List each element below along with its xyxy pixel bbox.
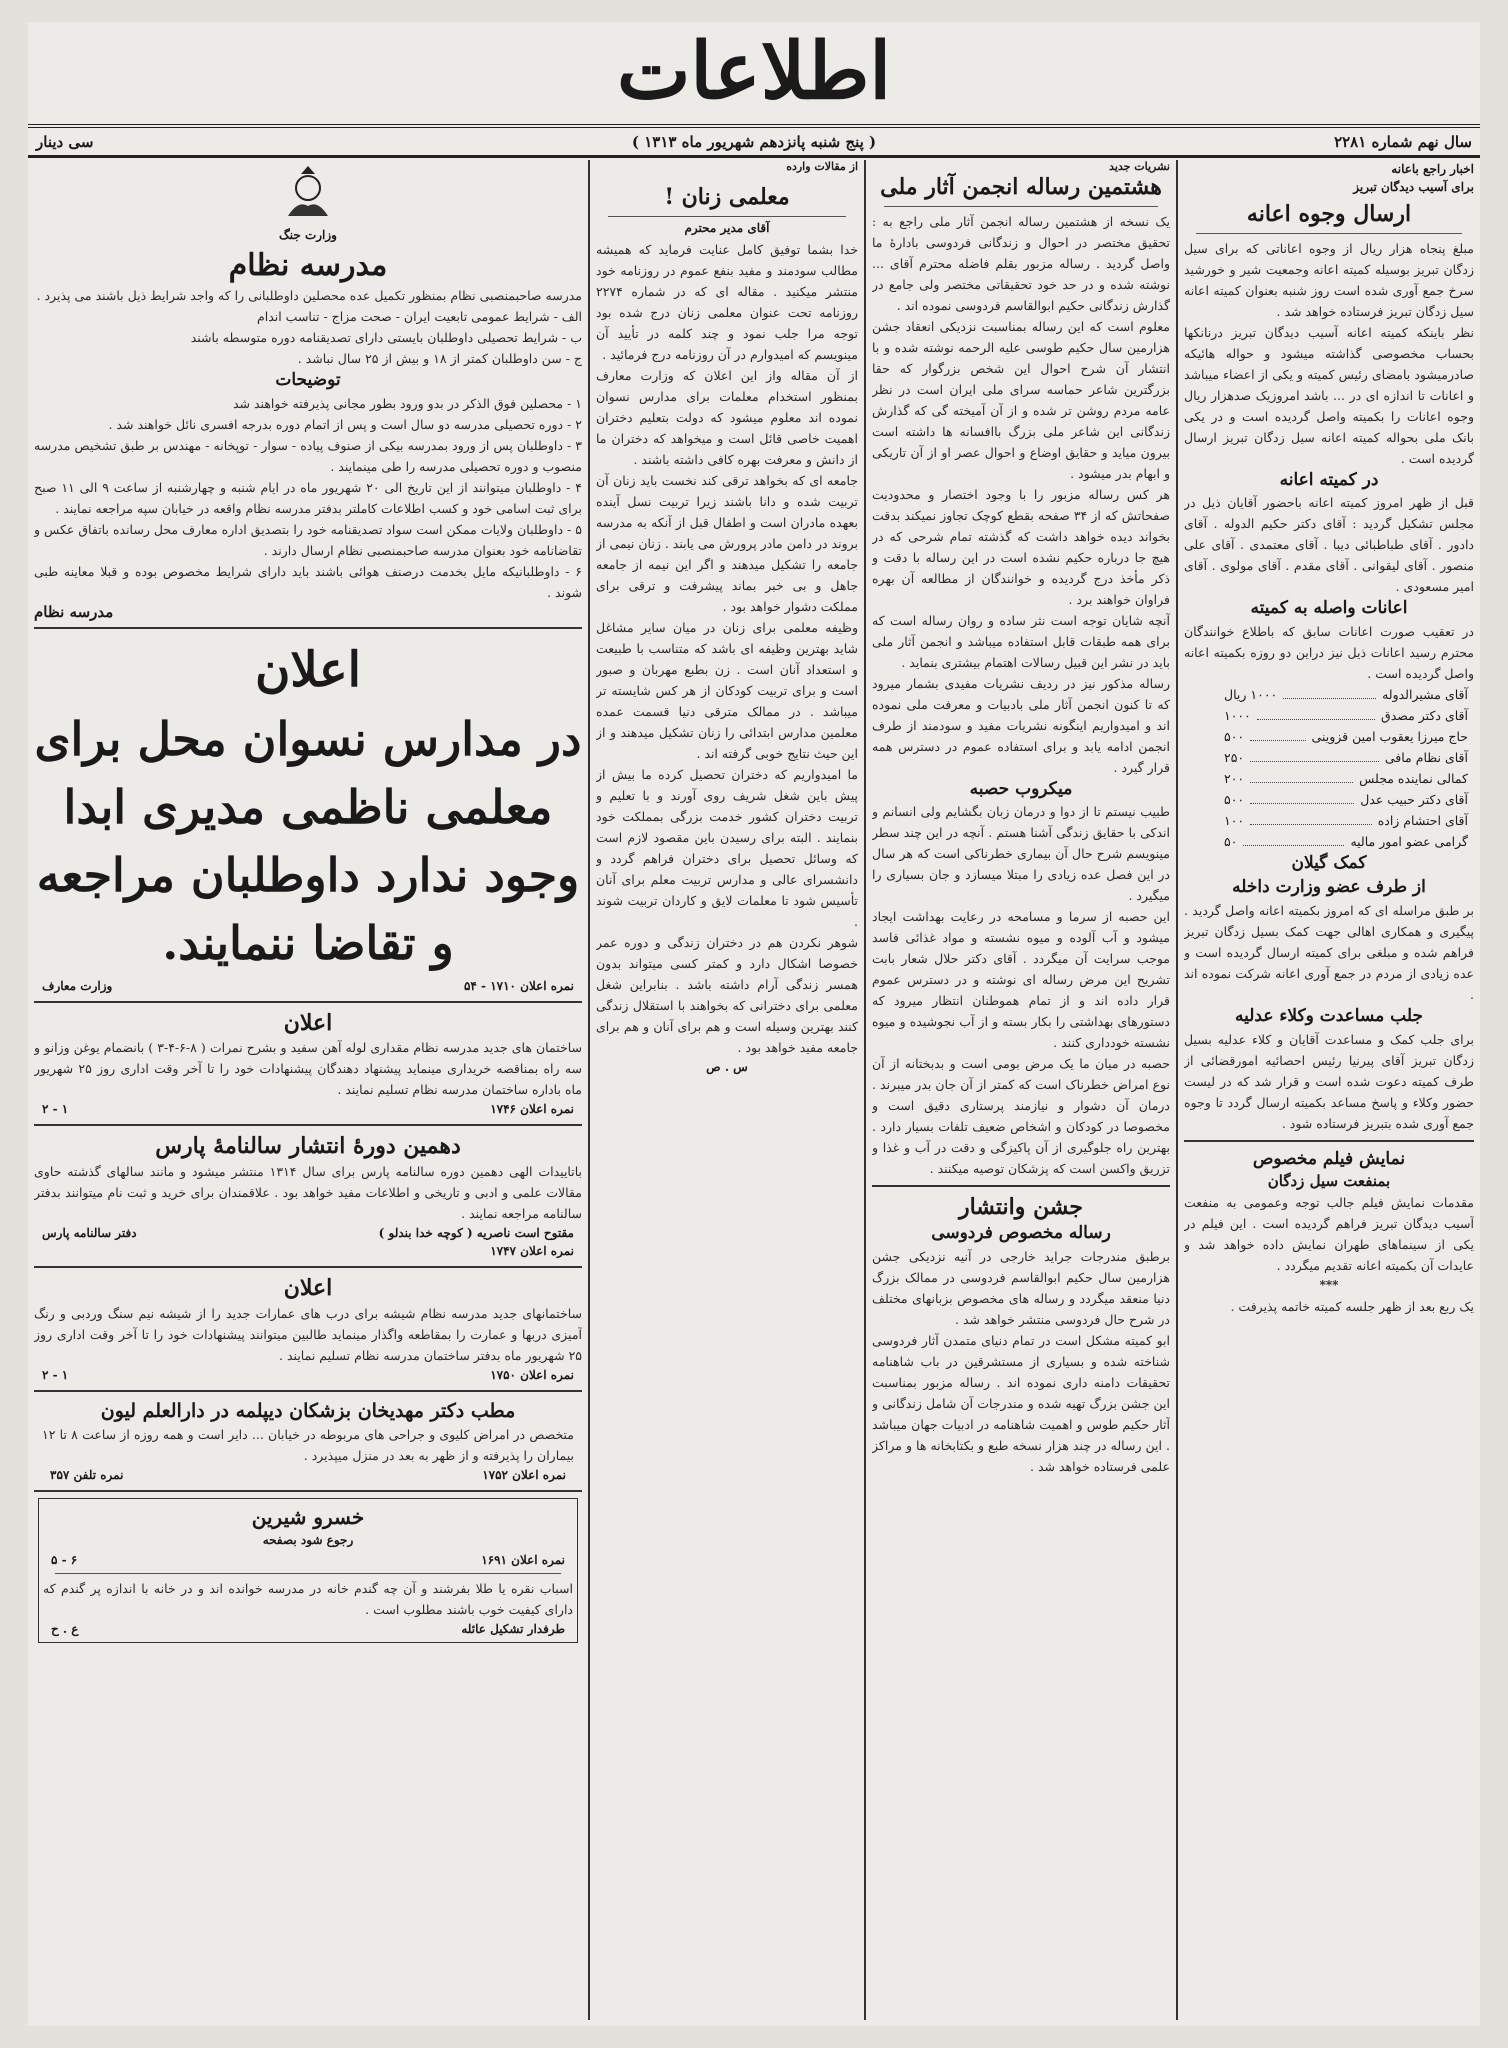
donor-name: آقای نظام مافی <box>1384 750 1468 766</box>
ad1-footer <box>34 977 582 995</box>
doctor-ad-body: متخصص در امراض کلیوی و جراحی های مربوطه در خیابان ... دایر است و همه روزه از ساعت ۸ تا ۱۲ بیماران را پذیرفته و از ظهر به بعد در منزل میپذیرد . <box>42 1427 575 1464</box>
divider <box>34 1124 582 1126</box>
typhoid-body-3: حصبه در میان ما یک مرض بومی است و بدبختانه از آن نوع امراض خطرناک است که کمتر از آن جان بدر میبرند . درمان آن دشوار و نیازمند پرستاری دقیق است و مخصوصا در کودکان و اشخاص ضعیف تلفات بسیار دارد . بهترین راه جلوگیری از آن پاکیزگی و دقت در آب و غذا و تزریق واکسن است که پزشکان توصیه میکنند . <box>872 1056 1170 1177</box>
ad2-code: ۱ - ۲ <box>42 1102 69 1117</box>
mini-ad1-sub: رجوع شود بصفحه <box>262 1533 354 1548</box>
military-cond-2: ب - شرایط تحصیلی داوطلبان بایستی دارای تصدیقنامه دوره متوسطه باشند <box>190 330 582 345</box>
dateline <box>28 124 1480 158</box>
military-intro: مدرسه صاحبمنصبی نظام بمنظور تکمیل عده محصلین داوطلبانی را که واجد شرایط ذیل باشند می پذیرد . <box>36 288 582 303</box>
military-note-5: ۵ - داوطلبان ولایات ممکن است سواد تصدیقنامه خود را بتصدیق اداره معارف محل رسانده باتفاق عکس و تقاضانامه خود بعنوان مدرسه صاحبمنصبی نظام ارسال دارند . <box>34 521 582 558</box>
military-note-2: ۲ - دوره تحصیلی مدرسه دو سال است و پس از اتمام دوره بدرجه افسری نائل خواهند شد . <box>108 416 582 432</box>
mini-ad2-footer <box>43 1620 573 1638</box>
ferdowsi-body-2: ابو کمیته مشکل است در تمام دنیای متمدن آثار فردوسی شناخته شده و بسیاری از مستشرقین در باب شاهنامه تحقیقات دامنه داری نموده اند . رساله مزبور بمناسبت این جشن بزرگ تهیه شده و مندرجات آن شامل زندگانی و آثار حکیم طوس و اهمیت شاهنامه در ادبیات جهان میباشد . این رساله در چند هزار نسخه طبع و بکتابخانه ها و مراکز علمی فرستاده خواهد شد . <box>872 1332 1170 1474</box>
letter-body-3: جامعه ای که بخواهد ترقی کند نخست باید زنان آن تربیت شده و دانا باشند زیرا تربیت نسل آینده بعهده مادران است و اطفال قبل از آنکه به مدرسه بروند در دامن مادر پرورش می یابند . زنان نیمی از جامعه را تشکیل میدهند و اگر این نیمه از جامعه جاهل و بی خبر بماند پیشرفت و ترقی برای مملکت دشوار خواهد بود . <box>596 472 858 614</box>
ad3-body: باتاییدات الهی دهمین دوره سالنامه پارس برای سال ۱۳۱۴ منتشر میشود و مانند سالهای گذشته حاوی مقالات علمی و ادبی و تاریخی و اطلاعات مفید خواهد بود . علاقمندان برای خرید و ثبت نام میتوانند بدفتر سالنامه مراجعه نمایند . <box>34 1163 582 1221</box>
section-subtag: برای آسیب دیدگان تبریز <box>1353 180 1474 194</box>
doctor-ad-heading: مطب دکتر مهدیخان بزشکان دیپلمه در دارالعلم لیون <box>100 1399 516 1422</box>
lion-sun-emblem-icon <box>273 166 343 226</box>
dot-leader <box>1250 726 1305 741</box>
letter-body-6: شوهر نکردن هم در دختران زندگی و دوره عمر خصوصا اشکال دارد و کمتر کسی میتواند بدون همسر زندگی آرام داشته باشد . بنابراین شغل معلمی برای دخترانی که بخواهند با استقلال زندگی کنند بهترین وسیله است و هم برای آنان و هم برای جامعه مفید خواهد بود . <box>596 934 858 1055</box>
donor-name: آقای احتشام زاده <box>1377 813 1468 829</box>
received-body: در تعقیب صورت اعانات سابق که باطلاع خوانندگان محترم رسید اعانات ذیل نیز دراین دو روزه بکمیته اعانه واصل گردیده است . <box>1184 624 1474 682</box>
donor-row <box>1184 789 1474 810</box>
dot-leader <box>1250 810 1372 825</box>
letter-signoff: س . ص <box>706 1059 748 1074</box>
divider <box>608 216 846 217</box>
ministry-label: وزارت جنگ <box>279 228 337 242</box>
film-body: مقدمات نمایش فیلم جالب توجه وعمومی به منفعت آسیب دیدگان تبریز فراهم گردیده است . این فیلم در یکی از سینماهای طهران نمایش داده خواهد شد و عایدات آن بکمیته اعانه تقدیم میگردد . <box>1184 1195 1474 1274</box>
donor-row <box>1184 768 1474 789</box>
donor-name: کمالی نماینده مجلس <box>1359 771 1468 787</box>
ad4-code: ۱ - ۲ <box>42 1367 69 1382</box>
ad4-body: ساختمانهای جدید مدرسه نظام شیشه برای درب های عمارات جدید را از شیشه نیم سنگ وردبی و رنگ آمیزی دربها و عمارت را بمقاطعه واگذار مینماید طالبین میتوانند پیشنهادات خود را تا آخر وقت اداری روز ۲۵ شهریور ماه بدفتر ساختمان مدرسه نظام تسلیم نمایند . <box>34 1305 582 1363</box>
donor-name: گرامی عضو امور مالیه <box>1350 834 1468 850</box>
interior-subheading: از طرف عضو وزارت داخله <box>1232 876 1426 897</box>
dot-leader <box>1250 789 1354 804</box>
publication-body-4: آنچه شایان توجه است نثر ساده و روان رساله است که برای همه طبقات قابل استفاده میباشد و انجمن آثار ملی باید در نشر این قبیل رسالات اهتمام بیشتری بنماید . <box>872 612 1170 670</box>
donations-body-2: نظر باینکه کمیته اعانه آسیب دیدگان تبریز درنانکها بحساب مخصوصی گذاشته میشود و حواله هائیکه صادرمیشود بامضای رئیس کمیته و یکی از اعضاء میباشد و اعانات تا اندازه ای در ... باشد امروزیک صدهزار ریال وجوه اعانات را بکمیته واصل گردیده است و در یکی بانک ملی بحواله کمیته اعانه سیل زدگان تبریز ارسال گردیده است . <box>1184 324 1474 466</box>
ad1-heading: اعلان <box>255 641 361 698</box>
ferdowsi-subheadline: رساله مخصوص فردوسی <box>931 1222 1111 1243</box>
divider <box>55 1573 561 1574</box>
military-note-6: ۶ - داوطلبانیکه مایل بخدمت درصنف هوائی باشند باید دارای شرایط مخصوص بوده و قبلا معاینه طبی شوند . <box>34 563 582 600</box>
dot-leader <box>1250 747 1379 762</box>
ad3-number-row <box>34 1242 582 1260</box>
film-headline: نمایش فیلم مخصوص <box>1252 1148 1406 1169</box>
donor-amount: ۱۰۰ <box>1224 813 1245 829</box>
donor-name: آقای دکتر مصدق <box>1381 708 1468 724</box>
military-footer: مدرسه نظام <box>34 602 114 621</box>
newspaper-page <box>28 22 1480 2026</box>
ferdowsi-body-1: برطبق مندرجات جراید خارجی در آنیه نزدیکی جشن هزارمین سال حکیم ابوالقاسم فردوسی در ممالک بزرگ دنیا منعقد میگردد و رساله های مخصوص بزبانهای مختلف در شرح حال فردوسی منتشر خواهد شد . <box>872 1248 1170 1327</box>
column-rule <box>864 160 866 2020</box>
ad3-signature: دفتر سالنامه پارس <box>42 1225 137 1240</box>
publication-body-3: هر کس رساله مزبور را با وجود اختصار و محدودیت صفحاتش که از ۳۴ صفحه بقطع کوچک تجاوز نمیکند بدقت بخواند دیده خواهد داشت که گذشته تمام شرحی که در هیچ جا درباره حکیم نشده است در این رساله با دقت و ذکر مأخذ درج گردیده و خوانندگان از مطالعه آن بهره فراوان خواهند برد . <box>872 486 1170 607</box>
mini-ad1-heading: خسرو شیرین <box>251 1505 365 1530</box>
donor-amount: ۵۰۰ <box>1224 792 1245 808</box>
column-rule <box>588 160 590 2020</box>
column-publications <box>872 160 1170 2020</box>
military-note-4: ۴ - داوطلبان میتوانند از این تاریخ الی ۲۰ شهریور ماه در ایام شنبه و چهارشنبه از ساعت ۹ الی ۱۱ صبح برای ثبت اسامی خود و کسب اطلاعات کاملتر بدفتر مدرسه نظام واقعه در خیابان سپه مراجعه نمایند . <box>34 479 582 516</box>
lawyers-body: برای جلب کمک و مساعدت آقایان و کلاء عدلیه بسیل زدگان تبریز آقای پیرنیا رئیس احصائیه امورقضائی از طرف کمیته دعوت شده است و قرار شد که در لیست حضور وکلاء و پاسخ مساعد بکمیته ارسال گردد تا وجوه جمع آوری شده بتبریز فرستاده شود . <box>1184 1031 1474 1131</box>
ad2-footer <box>34 1100 582 1118</box>
festival-headline: جشن وانتشار <box>958 1194 1084 1221</box>
ad3-footer <box>34 1224 582 1242</box>
end-body: یک ربع بعد از ظهر جلسه کمیته خاتمه پذیرفت . <box>1230 1299 1474 1315</box>
military-cond-1: الف - شرایط عمومی تابعیت ایران - صحت مزاج - تناسب اندام <box>256 309 582 324</box>
donor-name: آقای دکتر حبیب عدل <box>1360 792 1468 808</box>
typhoid-body-2: این حصبه از سرما و مسامحه در رعایت بهداشت ایجاد میشود و آب آلوده و میوه نشسته و مواد غذائی فاسد موجب سرایت آن میگردد . آقای دکتر حلال شعار بابت تشریح این مرض رساله ای نوشته و در دسترس عموم قرار داده اند و از تمام هموطنان انتظار میرود که دستورهای بهداشتی را بکار بسته و از آب نجوشیده و میوه نشسته خودداری کنند . <box>872 909 1170 1051</box>
mini-ad1-code: ۶ - ۵ <box>51 1553 78 1568</box>
donations-headline: ارسال وجوه اعانه <box>1246 201 1412 227</box>
mini-ad2-sign: طرفدار تشکیل عائله <box>461 1622 565 1637</box>
donor-row <box>1184 684 1474 705</box>
dot-leader <box>1257 705 1375 720</box>
donor-row <box>1184 810 1474 831</box>
newspaper-title: اطلاعات <box>616 26 892 117</box>
issue-date: ( پنج شنبه پانزدهم شهریور ماه ۱۳۱۳ ) <box>631 133 877 151</box>
ad3-heading: دهمین دورهٔ انتشار سالنامهٔ پارس <box>155 1133 461 1160</box>
section-tag: از مقالات وارده <box>786 160 858 173</box>
ad3-address: مقتوح است ناصریه ( کوچه خدا بندلو ) <box>378 1225 574 1240</box>
divider <box>1184 1140 1474 1142</box>
donor-amount: ۵۰ <box>1224 834 1238 850</box>
military-note-3: ۳ - داوطلبان پس از ورود بمدرسه بیکی از صنوف پیاده - سوار - توپخانه - مهندس بر طبق تشخیص مدرسه منصوب و دوره تحصیلی مدرسه را طی مینمایند . <box>34 437 582 474</box>
military-cond-3: ج - سن داوطلبان کمتر از ۱۸ و بیش از ۲۵ سال نباشد . <box>297 351 582 366</box>
donor-row <box>1184 705 1474 726</box>
publication-body-1: یک نسخه از هشتمین رساله انجمن آثار ملی راجع به : تحقیق مختصر در احوال و زندگانی فردوسی بادارهٔ ما واصل گردید . رساله مزبور بقلم فاضله محترم آقای ... نوشته شده و در حد خود تحقیقاتی مختصر ولی جامع در گذارش زندگانی حکیم ابوالقاسم فردوسی نموده اند . <box>872 213 1170 313</box>
dot-leader <box>1243 831 1344 846</box>
notes-heading: توضیحات <box>275 370 341 390</box>
interior-body: بر طبق مراسله ای که امروز بکمیته اعانه واصل گردید . پیگیری و همکاری اهالی جهت کمک بسیل زدگان تبریز فراهم شده و مبلغی برای کمیته ارسال گردیده است و عده زیادی از مردم در جمع آوری اعانه شرکت نموده اند . <box>1184 902 1474 1002</box>
doctor-ad-footer <box>42 1466 574 1484</box>
donor-name: حاج میرزا یعقوب امین قزوینی <box>1311 729 1468 745</box>
divider <box>34 1266 582 1268</box>
donations-body-1: مبلغ پنجاه هزار ریال از وجوه اعاناتی که برای سیل زدگان تبریز بوسیله کمیته اعانه وجمعیت شیر و خورشید سرخ جمع آوری شده است روز شنبه بعنوان کمیته اعانه سیل زدگان تبریز فرستاده خواهد شد . <box>1184 240 1474 319</box>
lawyers-subheading: جلب مساعدت وکلاء عدلیه <box>1234 1005 1424 1026</box>
typhoid-body-1: طبیب نیستم تا از دوا و درمان زبان بگشایم ولی انسانم و اندکی با حقایق زندگی آشنا هستم . آنچه در این چند سطر مینویسم شرح حال آن بیماری خطرناکی است که هر سال در این فصل عده زیادی را مبتلا میسازد و جان بسیاری را میگیرد . <box>872 804 1170 904</box>
donor-row <box>1184 831 1474 852</box>
divider <box>34 627 582 629</box>
received-subheading: اعانات واصله به کمیته <box>1250 598 1408 619</box>
mini-ad1-number: نمره اعلان ۱۶۹۱ <box>481 1553 565 1568</box>
stars-divider: *** <box>1319 1278 1339 1293</box>
donor-amount: ۱۰۰۰ <box>1224 708 1251 724</box>
column-letter <box>596 160 858 2020</box>
committee-subheading: در کمیته اعانه <box>1279 469 1379 490</box>
donor-row <box>1184 726 1474 747</box>
donor-list <box>1184 684 1474 852</box>
dot-leader <box>1250 768 1353 783</box>
mini-ad2-code: ع . ح <box>51 1622 79 1637</box>
letter-body-2: از آن مقاله واز این اعلان که وزارت معارف بمنظور استخدام معلمات برای مدارس نسوان نموده اند معلوم میشود که دولت بتعلیم دختران اهمیت خاصی قائل است و میخواهد که دختران ما از دانش و معرفت بهره کافی داشته باشند . <box>596 367 858 467</box>
donor-name: آقای مشیرالدوله <box>1382 687 1468 703</box>
issue-price: سی دینار <box>36 133 94 151</box>
letter-headline: معلمی زنان ! <box>664 184 790 210</box>
letter-body-5: ما امیدواریم که دختران تحصیل کرده ما بیش از پیش باین شغل شریف روی آورند و با تعلیم و تربیت دختران کشور خدمت بزرگی بمملکت خود بنمایند . البته برای رسیدن باین مقصود لازم است که وسائل تحصیل برای دختران فراهم گردد و دانشسرای عالی و مدارس تربیت معلم برای آنان تأسیس شود تا معلمات لایق و کاردان تربیت شوند . <box>596 766 858 929</box>
publication-body-5: رساله مذکور نیز در ردیف نشریات مفیدی بشمار میرود که تا کنون انجمن آثار ملی بادبیات و معرفت ملی نموده اند و امیدواریم اینگونه نشریات مفید و سودمند از طرف انجمن ادامه یابد و برای استفاده عموم در دسترس همه قرار گیرد . <box>872 675 1170 775</box>
column-donations <box>1184 160 1474 2020</box>
typhoid-headline: میکروب حصبه <box>969 778 1073 799</box>
doctor-ad-phone: نمره تلفن ۳۵۷ <box>50 1468 124 1483</box>
film-subheadline: بمنفعت سیل زدگان <box>1267 1172 1391 1191</box>
dot-leader <box>1283 684 1376 699</box>
letter-body-1: خدا بشما توفیق کامل عنایت فرماید که همیشه مطالب سودمند و مفید بنفع عموم در روزنامه خود منتشر میکنید . مقاله ای که در شماره ۲۲۷۴ روزنامه تحت عنوان معلمی زنان درج شده بود توجه مرا جلب نمود و چند کلمه در تأیید آن مینویسم که امیدوارم در آن روزنامه درج فرمائید . <box>596 241 858 362</box>
mini-ad1-footer <box>43 1551 573 1569</box>
publication-headline: هشتمین رساله انجمن آثار ملی <box>880 174 1162 200</box>
ad3-number: نمره اعلان ۱۷۴۷ <box>490 1243 574 1258</box>
committee-body: قبل از ظهر امروز کمیته اعانه باحضور آقایان ذیل در مجلس تشکیل گردید : آقای دکتر حکیم الدوله . آقای دادور . آقای طباطبائی دیبا . آقای معتمدی . آقای علی منصور . آقای لیقوانی . آقای مقدم . آقای مولوی . آقای امیر مسعودی . <box>1184 495 1474 595</box>
ad1-signature: وزارت معارف <box>42 978 113 993</box>
column-rule <box>1176 160 1178 2020</box>
donor-amount: ۲۰۰ <box>1224 771 1245 787</box>
ad1-number: نمره اعلان ۱۷۱۰ - ۵۴ <box>463 978 574 993</box>
issue-number: سال نهم شماره ۲۲۸۱ <box>1334 133 1472 151</box>
mini-ad-khosrow <box>38 1498 578 1643</box>
divider <box>884 206 1158 207</box>
letter-body-4: وظیفه معلمی برای زنان در میان سایر مشاغل شاید بهترین وظیفه ای باشد که متناسب با طبیعت و استعداد آنان است . زن بطبع مهربان و صبور است و برای تربیت کودکان از هر کس شایسته تر میباشد . در ممالک مترقی دنیا قسمت عمده معلمین مدارس ابتدائی را زنان تشکیل میدهند و از این حیث نتایج خوبی گرفته اند . <box>596 619 858 761</box>
doctor-ad <box>34 1390 582 1493</box>
ad2-number: نمره اعلان ۱۷۴۶ <box>490 1102 574 1117</box>
donor-row <box>1184 747 1474 768</box>
column-ads <box>34 160 582 2020</box>
donor-amount: ۲۵۰ <box>1224 750 1245 766</box>
letter-greeting: آقای مدیر محترم <box>684 220 770 235</box>
military-note-1: ۱ - محصلین فوق الذکر در بدو ورود بطور مجانی پذیرفته خواهند شد <box>232 395 582 411</box>
donor-amount: ۱۰۰۰ ریال <box>1224 687 1278 703</box>
gilan-subheading: کمک گیلان <box>1291 853 1367 874</box>
section-tag: اخبار راجع باعانه <box>1391 162 1474 176</box>
divider <box>34 1001 582 1003</box>
ad2-heading: اعلان <box>283 1009 333 1036</box>
ad2-body: ساختمان های جدید مدرسه نظام مقداری لوله آهن سفید و بشرح نمرات ( ۸-۶-۴-۳ ) بانضمام یوغن وزانو و سه راه بمناقصه خریداری مینماید پیشنهاد دهندگان پیشنهادات خود را تا آخر وقت اداری روز ۲۵ شهریور ماه باداره ساختمان مدرسه نظام تسلیم نمایند . <box>34 1040 582 1098</box>
masthead <box>28 22 1480 122</box>
section-tag: نشریات جدید <box>1109 160 1170 173</box>
doctor-ad-number: نمره اعلان ۱۷۵۲ <box>482 1468 566 1483</box>
divider <box>872 1185 1170 1187</box>
donor-amount: ۵۰۰ <box>1224 729 1245 745</box>
publication-body-2: معلوم است که این رساله بمناسبت نزدیکی انعقاد جشن هزارمین سال حکیم طوسی علیه الرحمه نوشته شده و با انتشار آن شرح احوال این شخص بزرگوار که حقا بزرگترین شاعر حماسه سرای ملی ایران است در نظر عامه مردم روشن تر شده و از آن آمیخته گی که گذارش زندگانی این شاعر ملی بزرگ باافسانه ها داشته است بیرون میاید و حقایق اوضاع و احوال عصر او از آن تاریکی و ابهام بدر میشود . <box>872 318 1170 481</box>
ad1-message: در مدارس نسوان محل برای معلمی ناظمی مدیری ابدا وجود ندارد داوطلبان مراجعه و تقاضا ننمایند. <box>34 711 582 970</box>
mini-ad2-body: اسباب نقره یا طلا بفرشند و آن چه گندم خانه در مدرسه خوانده اند و در خانه با اندازه پر گندم که دارای کیفیت خوب باشند مطلوب است . <box>43 1581 573 1618</box>
mini-ads-row <box>34 1492 582 1649</box>
military-school-headline: مدرسه نظام <box>228 248 388 283</box>
ad4-number: نمره اعلان ۱۷۵۰ <box>490 1367 574 1382</box>
divider <box>1196 233 1462 234</box>
ad4-footer <box>34 1366 582 1384</box>
ad4-heading: اعلان <box>283 1274 333 1301</box>
